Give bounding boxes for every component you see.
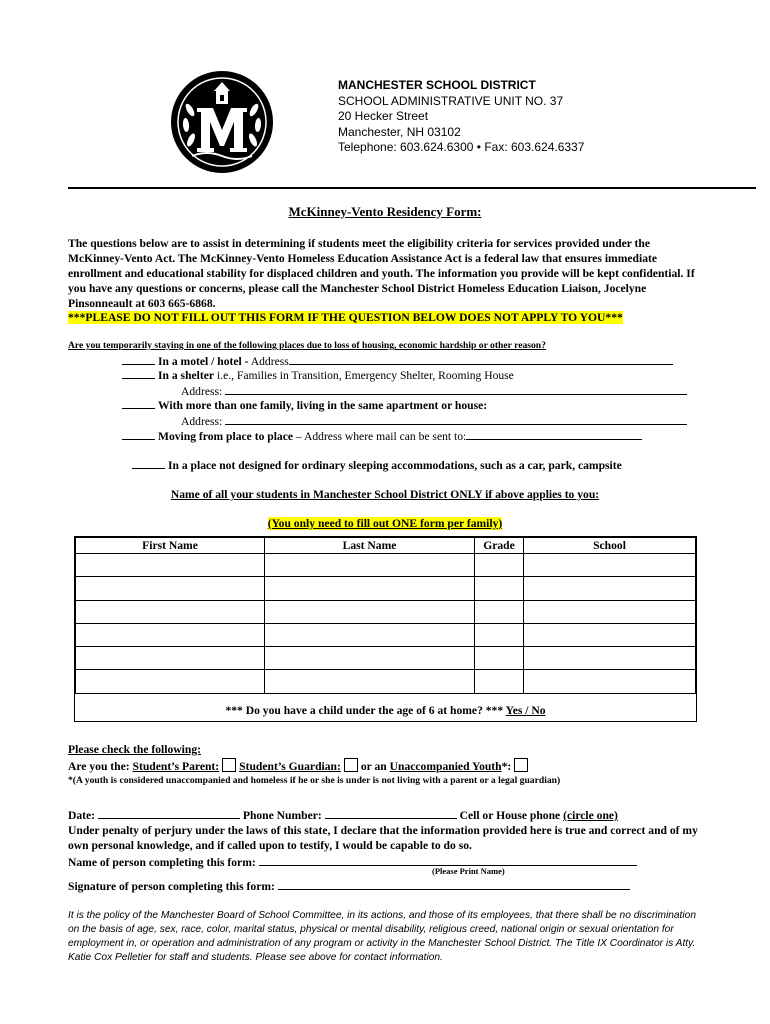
last-name-cell[interactable] [265,554,475,577]
family-checkbox-blank[interactable] [122,397,155,409]
letterhead [338,78,584,156]
parent-checkbox[interactable] [222,758,236,772]
school-cell[interactable] [524,623,696,646]
school-cell[interactable] [524,647,696,670]
shelter-examples: i.e., Families in Transition, Emergency Shelter, Rooming House [214,369,514,382]
intro-paragraph: The questions below are to assist in determining if students meet the eligibility criteria for services provided under the McKinney-Vento Act. The McKinney-Vento Homeless Education Assistance Act is a federal law that ensures immediate enrollment and educational stability for displaced children and youth. The information you provide will be kept confidential. If you have any questions or concerns, please call the Manchester School District Homeless Education Liaison, Jocelyne Pinsonneault at 603 665-6868. [68,237,695,310]
grade-cell[interactable] [475,600,524,623]
check-heading: Please check the following: [68,743,201,756]
print-name-hint: (Please Print Name) [432,866,505,876]
first-name-cell[interactable] [76,554,265,577]
family-address-field[interactable] [225,412,687,425]
school-cell[interactable] [524,577,696,600]
family-address-row [181,412,687,428]
signature-label: Signature of person completing this form: [68,880,275,893]
moving-checkbox-blank[interactable] [122,428,155,440]
table-row [76,600,696,623]
header-last-name: Last Name [265,538,475,554]
last-name-cell[interactable] [265,647,475,670]
name-label: Name of person completing this form: [68,856,256,869]
last-name-cell[interactable] [265,577,475,600]
youth-label: Unaccompanied Youth [389,760,502,773]
grade-cell[interactable] [475,623,524,646]
housing-question: Are you temporarily staying in one of the following places due to loss of housing, economic hardship or other reason? [68,340,546,351]
family-address-label: Address: [181,415,223,428]
shelter-address-row [181,382,687,398]
first-name-cell[interactable] [76,577,265,600]
option-multiple-families [122,397,487,412]
one-form-note-text: (You only need to fill out ONE form per family) [267,517,503,530]
header-first-name: First Name [76,538,265,554]
child-under-six-question [75,704,696,717]
table-row [76,577,696,600]
role-options-row [68,758,531,775]
street-address: 20 Hecker Street [338,109,429,123]
signature-row [68,877,630,893]
motel-address-label: Address [248,355,289,368]
nondiscrimination-policy: It is the policy of the Manchester Board of School Committee, in its actions, and those of its employees, that there shall be no discrimination on the basis of age, sex, race, color, marital status, physical or mental disability, religious creed, national origin or sexual orientation for employment in, or operation and administration of any program or activity in the Manchester School District. The Title IX Coordinator is Atty. Katie Cox Pelletier for staff and students. Please see above for contact information. [68,910,696,963]
table-header-row [76,538,696,554]
shelter-label: In a shelter [158,369,215,382]
phone-field[interactable] [325,806,457,819]
youth-suffix: *: [501,760,512,773]
header-divider [68,187,756,189]
moving-label: Moving from place to place [158,430,294,443]
warning-banner: ***PLEASE DO NOT FILL OUT THIS FORM IF THE QUESTION BELOW DOES NOT APPLY TO YOU*** [68,311,623,324]
contact-row [68,806,708,823]
first-name-cell[interactable] [76,623,265,646]
date-label: Date: [68,809,96,822]
option-motel [122,352,673,368]
or-an-label: or an [360,760,387,773]
table-row [76,623,696,646]
last-name-cell[interactable] [265,623,475,646]
last-name-cell[interactable] [265,670,475,693]
moving-address-label: – Address where mail can be sent to: [293,430,467,443]
name-field[interactable] [259,853,637,866]
youth-checkbox[interactable] [514,758,528,772]
district-name: MANCHESTER SCHOOL DISTRICT [338,78,536,92]
last-name-cell[interactable] [265,600,475,623]
youth-footnote: *(A youth is considered unaccompanied and homeless if he or she is under is not living with a parent or a legal guardian) [68,775,561,786]
phone-label: Phone Number: [242,809,322,822]
table-row [76,670,696,693]
signature-block [68,806,708,870]
not-designed-label: In a place not designed for ordinary sleeping accommodations, such as a car, park, campsite [168,459,622,472]
shelter-checkbox-blank[interactable] [122,367,155,379]
child-question-text: *** Do you have a child under the age of 6 at home? *** [225,704,504,717]
date-field[interactable] [98,806,240,819]
motel-checkbox-blank[interactable] [122,353,155,365]
table-row [76,647,696,670]
city-state-zip: Manchester, NH 03102 [338,124,461,139]
grade-cell[interactable] [475,554,524,577]
header-grade: Grade [475,538,524,554]
yes-no-choice[interactable]: Yes / No [505,704,546,717]
first-name-cell[interactable] [76,670,265,693]
one-form-note [0,517,770,530]
signature-field[interactable] [278,877,630,890]
circle-one-note: (circle one) [563,809,618,822]
school-cell[interactable] [524,670,696,693]
administrative-unit: SCHOOL ADMINISTRATIVE UNIT NO. 37 [338,93,564,108]
guardian-checkbox[interactable] [344,758,358,772]
option-not-designed [132,457,622,472]
grade-cell[interactable] [475,647,524,670]
table-row [76,554,696,577]
name-row [68,853,708,870]
not-designed-checkbox-blank[interactable] [132,457,165,469]
students-heading: Name of all your students in Manchester School District ONLY if above applies to you: [170,488,600,501]
family-label: With more than one family, living in the same apartment or house: [158,399,488,412]
shelter-address-label: Address: [181,385,223,398]
district-logo-icon [170,70,274,174]
header-school: School [524,538,696,554]
students-table [74,536,697,722]
perjury-statement: Under penalty of perjury under the laws of this state, I declare that the information provided here is true and correct and of my own personal knowledge, and if called upon to testify, I would be capable to do so. [68,824,698,852]
shelter-address-field[interactable] [225,382,687,395]
motel-address-field[interactable] [289,352,673,365]
form-title: McKinney-Vento Residency Form: [288,204,482,219]
are-you-label: Are you the: [68,760,130,773]
guardian-label: Student’s Guardian: [239,760,341,773]
motel-label: In a motel / hotel - [158,355,249,368]
grade-cell[interactable] [475,670,524,693]
school-cell[interactable] [524,600,696,623]
option-moving [122,427,642,443]
grade-cell[interactable] [475,577,524,600]
phone-fax: Telephone: 603.624.6300 • Fax: 603.624.6337 [338,140,585,154]
option-shelter [122,367,514,382]
first-name-cell[interactable] [76,647,265,670]
role-check-block [68,741,531,775]
cell-house-label: Cell or House phone [459,809,561,822]
mail-address-field[interactable] [466,427,642,440]
school-cell[interactable] [524,554,696,577]
first-name-cell[interactable] [76,600,265,623]
parent-label: Student’s Parent: [132,760,220,773]
